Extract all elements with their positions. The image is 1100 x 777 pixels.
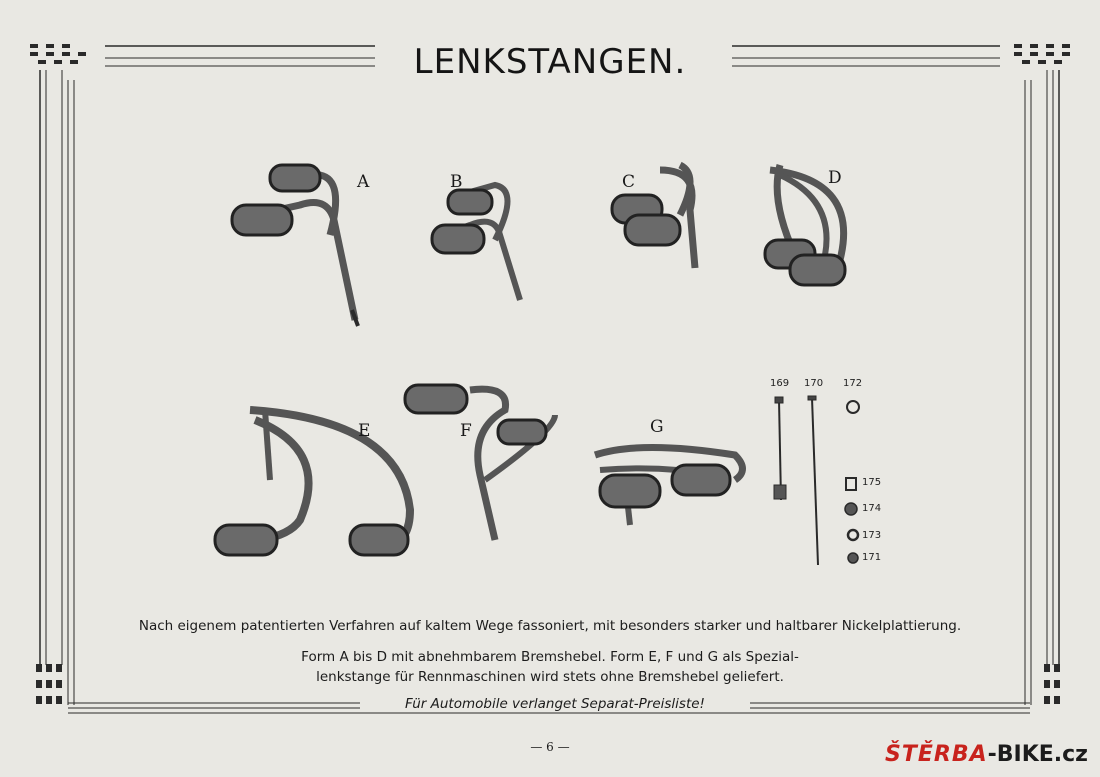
description-line-2: Form A bis D mit abnehmbarem Bremshebel. Form E, F und G als Spezial-	[301, 649, 799, 665]
watermark-part-1: ŠTĚRBA	[885, 742, 988, 767]
part-number-170: 170	[804, 378, 824, 389]
handlebar-label-e: E	[358, 421, 371, 441]
part-number-171: 171	[862, 552, 882, 563]
description-line-3: lenkstange für Rennmaschinen wird stets ohne Bremshebel geliefert.	[316, 669, 784, 685]
footer-note: Für Automobile verlanget Separat-Preisliste!	[360, 696, 750, 712]
part-number-175: 175	[862, 477, 882, 488]
handlebar-b-illustration	[432, 185, 520, 300]
watermark	[885, 742, 1088, 767]
handlebar-label-a: A	[357, 172, 370, 192]
handlebar-e-illustration	[215, 410, 410, 555]
handlebar-label-f: F	[460, 421, 472, 441]
handlebar-f-illustration	[405, 385, 555, 540]
handlebar-label-g: G	[650, 417, 664, 437]
part-number-173: 173	[862, 530, 882, 541]
page-title: LENKSTANGEN.	[413, 42, 687, 82]
handlebar-g-illustration	[595, 448, 743, 526]
page-number: — 6 —	[530, 740, 570, 754]
description-line-1: Nach eigenem patentierten Verfahren auf kaltem Wege fassoniert, mit besonders starker und haltbarer Nickelplattierung.	[138, 618, 962, 634]
handlebar-a-illustration	[232, 165, 358, 326]
part-number-172: 172	[843, 378, 863, 389]
handlebar-label-d: D	[828, 168, 842, 188]
part-number-169: 169	[770, 378, 790, 389]
small-parts-illustration	[774, 396, 859, 565]
corner-ornament-icon	[30, 44, 1070, 704]
part-number-174: 174	[862, 503, 882, 514]
handlebar-label-c: C	[622, 172, 636, 192]
handlebar-label-b: B	[450, 172, 463, 192]
watermark-part-2: -BIKE.cz	[987, 742, 1088, 767]
